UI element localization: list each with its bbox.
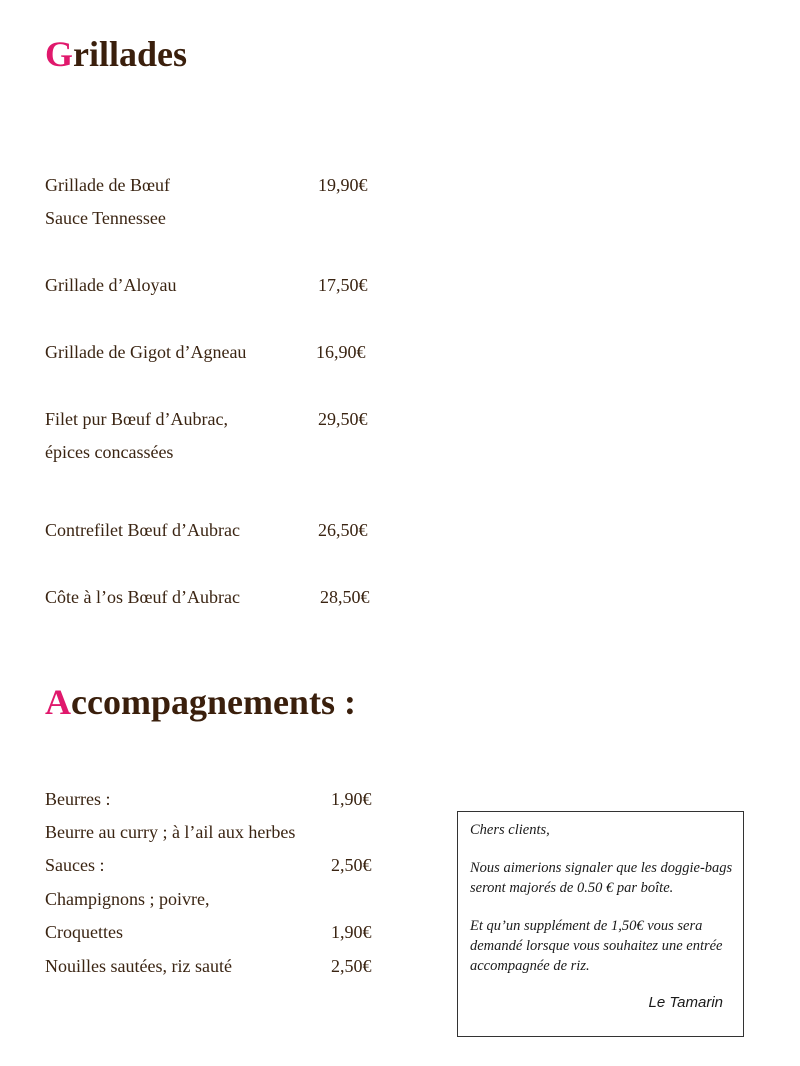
customer-notice-box xyxy=(457,811,744,1037)
accompagnements-heading-initial: A xyxy=(45,682,71,722)
side-line: Sauces : xyxy=(45,855,105,875)
notice-paragraph-rice-supplement: Et qu’un supplément de 1,50€ vous sera demandé lorsque vous souhaitez une entrée accompagnée de riz. xyxy=(470,918,723,974)
side-line: Champignons ; poivre, xyxy=(45,889,210,909)
side-line: Croquettes xyxy=(45,922,123,942)
accompagnements-heading xyxy=(45,682,356,722)
item-name: Filet pur Bœuf d’Aubrac, xyxy=(45,409,228,429)
side-line: Beurre au curry ; à l’ail aux herbes xyxy=(45,822,296,842)
item-subtitle: Sauce Tennessee xyxy=(45,208,166,228)
item-subtitle: épices concassées xyxy=(45,442,174,462)
grillades-heading xyxy=(45,34,187,74)
notice-signature: Le Tamarin xyxy=(648,994,723,1011)
item-price: 16,90€ xyxy=(316,342,366,362)
side-price: 2,50€ xyxy=(331,956,372,976)
item-name: Grillade de Gigot d’Agneau xyxy=(45,342,247,362)
side-price: 1,90€ xyxy=(331,789,372,809)
grillades-heading-rest: rillades xyxy=(73,34,188,74)
item-name: Côte à l’os Bœuf d’Aubrac xyxy=(45,587,240,607)
item-name: Contrefilet Bœuf d’Aubrac xyxy=(45,520,240,540)
item-price: 28,50€ xyxy=(320,587,370,607)
grillades-heading-initial: G xyxy=(45,34,74,74)
side-price: 1,90€ xyxy=(331,922,372,942)
side-line: Beurres : xyxy=(45,789,111,809)
item-price: 26,50€ xyxy=(318,520,368,540)
item-name: Grillade d’Aloyau xyxy=(45,275,177,295)
notice-greeting: Chers clients, xyxy=(470,822,550,838)
side-line: Nouilles sautées, riz sauté xyxy=(45,956,232,976)
item-name: Grillade de Bœuf xyxy=(45,175,170,195)
item-price: 29,50€ xyxy=(318,409,368,429)
item-price: 19,90€ xyxy=(318,175,368,195)
accompagnements-heading-rest: ccompagnements : xyxy=(71,682,356,722)
item-price: 17,50€ xyxy=(318,275,368,295)
side-price: 2,50€ xyxy=(331,855,372,875)
notice-paragraph-doggie-bags: Nous aimerions signaler que les doggie-bags seront majorés de 0.50 € par boîte. xyxy=(470,860,733,896)
